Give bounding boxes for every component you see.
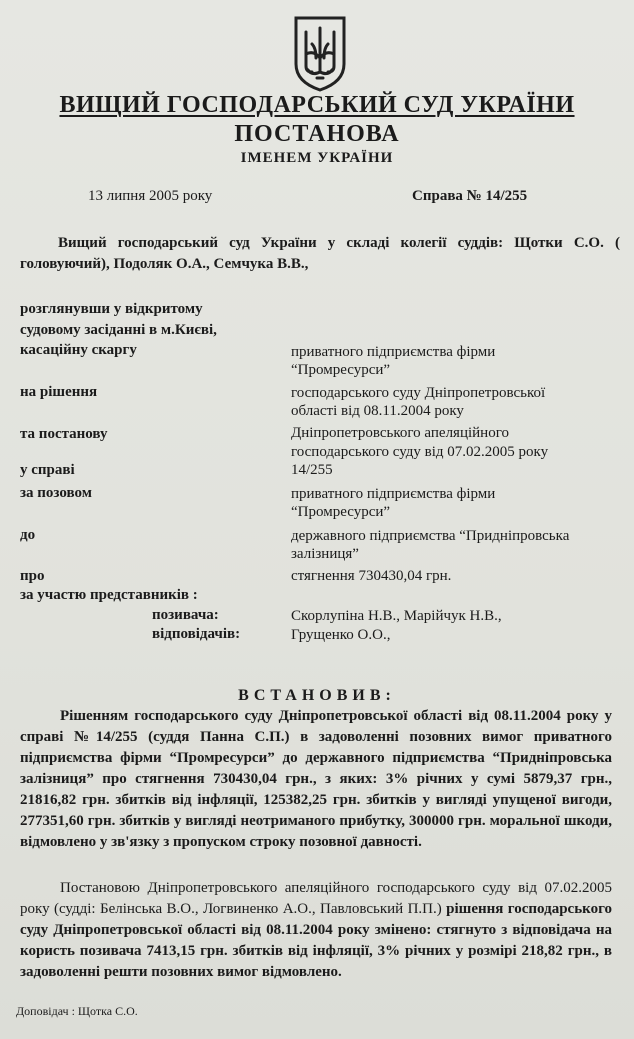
case-value: 14/255 [291,462,333,478]
reporter: Доповідач : Щотка С.О. [16,1004,138,1018]
document-type: ПОСТАНОВА [234,121,400,147]
subject-label: про [20,568,45,584]
defendant-to-value-2: залізниця” [291,546,359,562]
considered-line-2: судовому засіданні в м.Києві, [20,322,217,338]
plaintiff-value: Скорлупіна Н.В., Марійчук Н.В., [291,608,502,624]
subject-value: стягнення 730430,04 грн. [291,568,452,584]
cassation-value-1: приватного підприємства фірми [291,344,496,360]
paragraph-appeal [20,878,612,983]
defendant-value: Грущенко О.О., [291,627,391,643]
decision-label: на рішення [20,384,98,400]
established-heading: ВСТАНОВИВ: [238,687,396,704]
plaintiff-label: позивача: [152,607,219,623]
considered-line-1: розглянувши у відкритому [20,301,203,317]
cassation-label: касаційну скаргу [20,342,137,358]
case-label: у справі [20,462,75,478]
paragraph-appeal-intro: Постановою Дніпропетровського апеляційного господарського суду від 07.02.2005 року (судді: Белінська В.О., Логвиненко А.О., Павловський П.П.) [20,880,612,917]
resolution-label: та постанову [20,426,108,442]
representatives-label: за участю представників : [20,587,198,603]
defendant-to-value-1: державного підприємства “Придніпровська [291,528,570,544]
defendant-to-label: до [20,527,36,543]
claim-label: за позовом [20,485,92,501]
defendant-label: відповідачів: [152,626,241,642]
in-the-name-of-ukraine: ІМЕНЕМ УКРАЇНИ [240,150,394,166]
paragraph-appeal-ruling: рішення господарського суду Дніпропетровської області від 08.11.2004 року змінено: стягнуто з відповідача на користь позивача 7413,15 грн. збитків від інфляції, 3% річних у розмірі 218,82 грн., в задоволенні решти позовних вимог відмовлено. [20,901,613,980]
court-name: ВИЩИЙ ГОСПОДАРСЬКИЙ СУД УКРАЇНИ [59,92,575,118]
claim-value-2: “Промресурси” [291,504,391,520]
cassation-value-2: “Промресурси” [291,362,391,378]
resolution-value-2: господарського суду від 07.02.2005 року [291,444,549,460]
decision-value-1: господарського суду Дніпропетровської [291,385,546,401]
paragraph-first-instance: Рішенням господарського суду Дніпропетровської області від 08.11.2004 року у справі №14/255 (суддя Панна С.П.) в задоволенні позовних вимог приватного підприємства фірми “Промресурси” до державного підприємства “Придніпровська залізниця” про стягнення 730430,04 грн., з яких: 3% річних у сумі 5879,37 грн., 21816,82 грн. збитків від інфляції, 125382,25 грн. збитків у вигляді упущеної вигоди, 277351,60 грн. збитків у вигляді неотриманого прибутку, 300000 грн. моральної шкоди, відмовлено у зв'язку з пропуском строку позовної давності. [20,708,612,850]
document-date: 13 липня 2005 року [88,188,213,204]
judicial-panel: Вищий господарський суд України у складі колегії суддів: Щотки С.О. ( головуючий), Подоляк О.А., Семчука В.В., [20,235,620,272]
trident-coat-of-arms-icon [290,14,350,94]
case-number: Справа № 14/255 [412,188,528,204]
decision-value-2: області від 08.11.2004 року [291,403,464,419]
claim-value-1: приватного підприємства фірми [291,486,496,502]
resolution-value-1: Дніпропетровського апеляційного [291,425,509,441]
